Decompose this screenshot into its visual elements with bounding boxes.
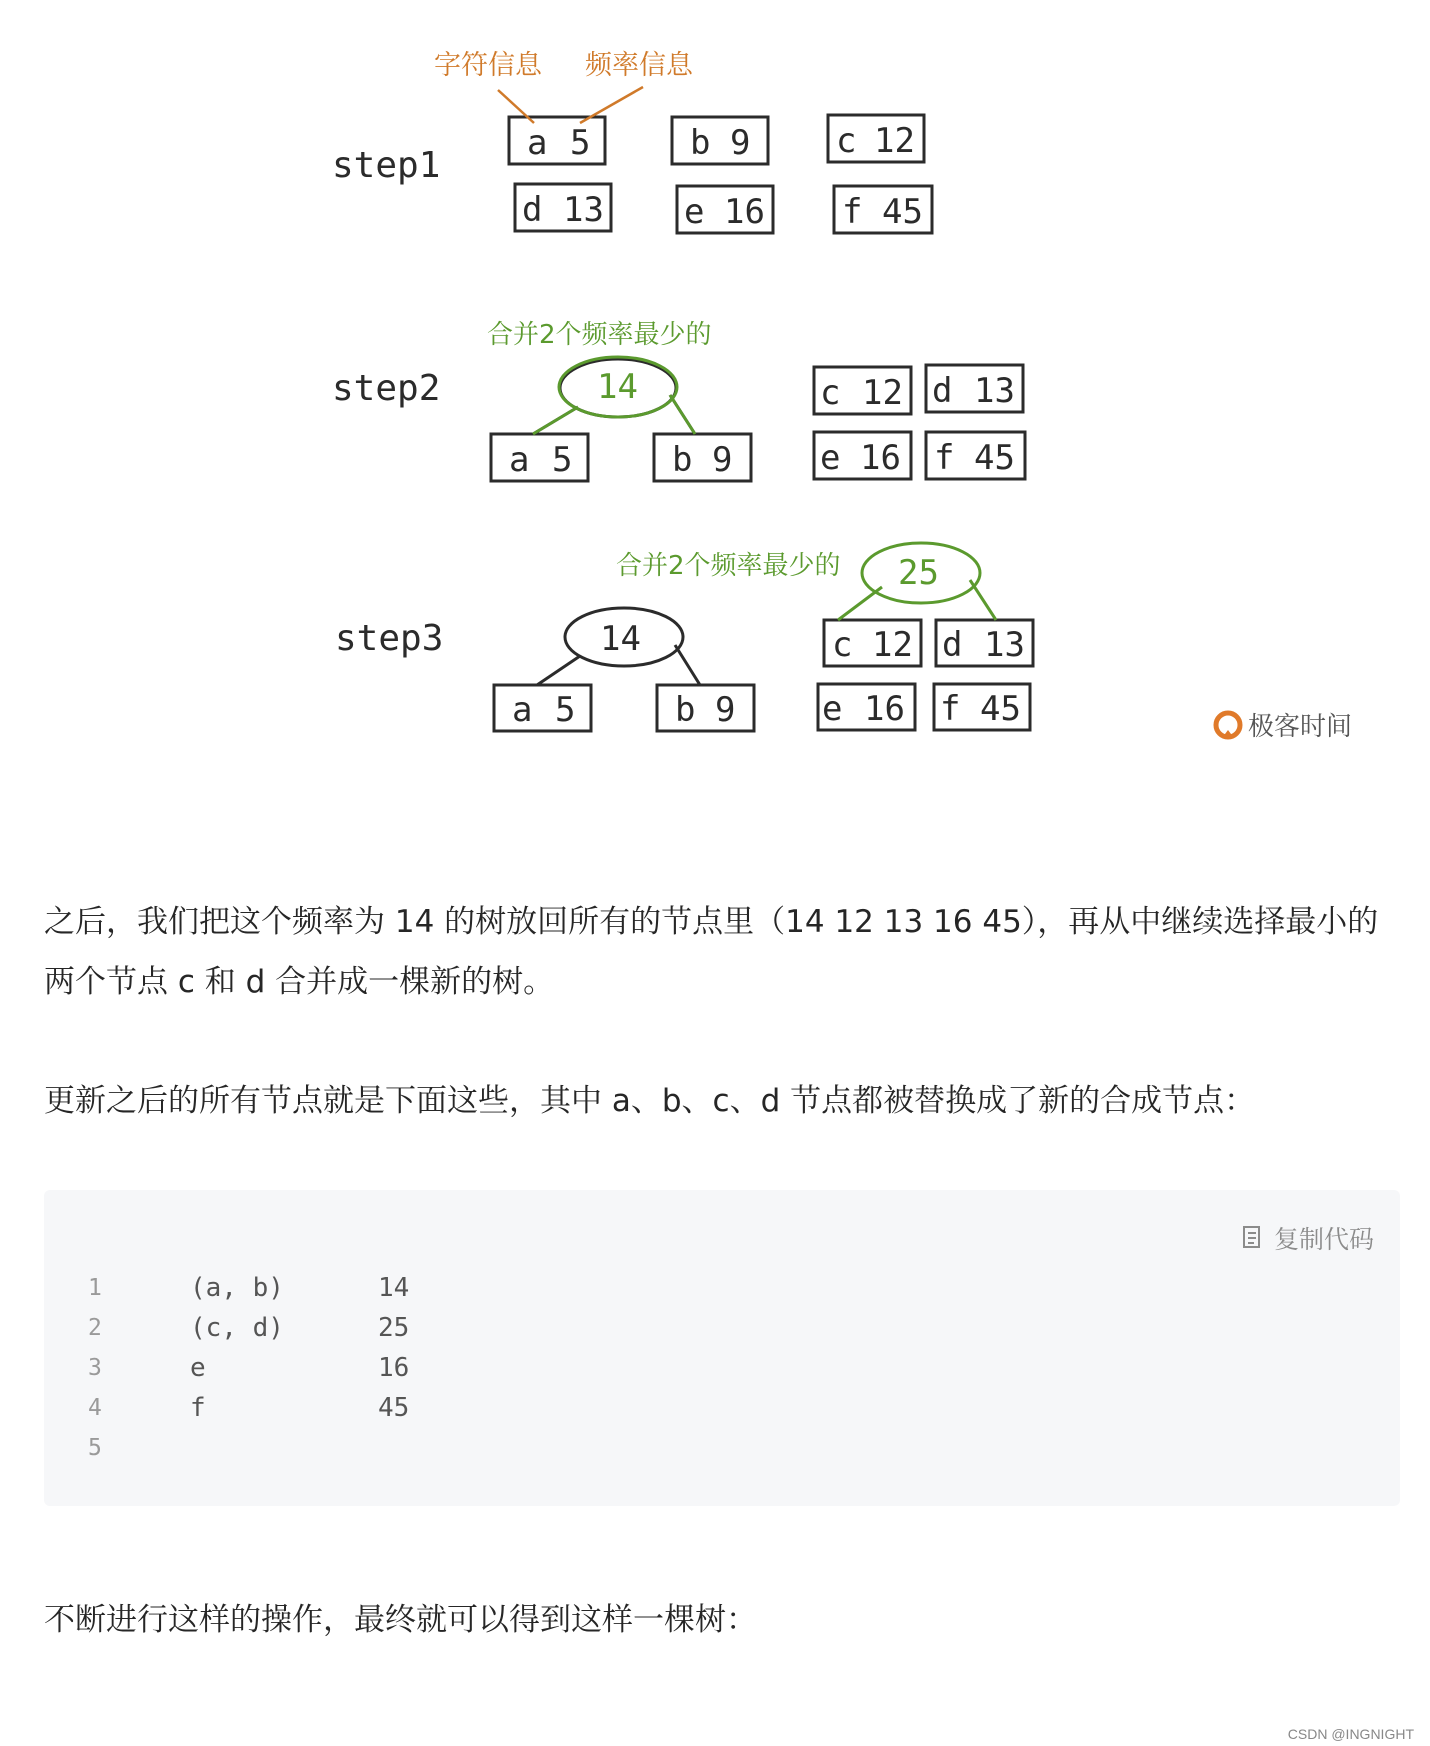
step2-e-freq: 16: [860, 438, 901, 478]
copy-icon: [1242, 1225, 1264, 1251]
step3-node-a-box: [494, 685, 591, 731]
step2-node-b-box: [654, 434, 751, 481]
code-node: (a, b): [190, 1273, 284, 1303]
step2-b-char: b: [672, 440, 693, 480]
step3-a-freq: 5: [555, 690, 576, 730]
step2-merge-annotation: 合并2个频率最少的: [487, 320, 712, 350]
step3-label: step3: [335, 618, 444, 659]
geektime-logo-text: 极客时间: [1248, 712, 1353, 742]
line-number: 1: [88, 1275, 102, 1301]
code-freq: 16: [378, 1353, 410, 1383]
paragraph-updated-nodes: 更新之后的所有节点就是下面这些，其中 a、b、c、d 节点都被替换成了新的合成节点：: [44, 1083, 1256, 1119]
step1-f-freq: 45: [882, 192, 923, 232]
step1-b-freq: 9: [730, 123, 751, 163]
step2-a-freq: 5: [552, 440, 573, 480]
step3-merged-14-label: 14: [600, 619, 641, 659]
step3-c-freq: 12: [872, 625, 913, 665]
step3-f-freq: 45: [980, 689, 1021, 729]
step3-a-char: a: [512, 690, 533, 730]
code-node: f: [190, 1393, 206, 1423]
step2-green-edge-a: [533, 407, 578, 434]
step3-d-char: d: [942, 625, 963, 665]
char-info-annotation: 字符信息: [434, 50, 542, 81]
step2-e-char: e: [820, 438, 841, 478]
step3-d-freq: 13: [984, 625, 1025, 665]
huffman-steps-figure: [0, 0, 1430, 800]
step2-c-char: c: [820, 373, 841, 413]
step1-d-char: d: [522, 190, 543, 230]
step3-c-char: c: [832, 625, 853, 665]
step1-node-b-box: [672, 117, 768, 164]
step1-a-char: a: [527, 123, 548, 163]
copy-code-label: 复制代码: [1273, 1225, 1374, 1254]
step3-node-b-box: [657, 685, 754, 731]
step1-label: step1: [332, 145, 441, 186]
step2-d-freq: 13: [974, 371, 1015, 411]
step2-d-char: d: [932, 371, 953, 411]
step3-edge-14-b: [675, 645, 700, 685]
step2-f-char: f: [934, 438, 955, 478]
geektime-logo: [1216, 712, 1352, 742]
step1-c-char: c: [836, 121, 857, 161]
step1-f-char: f: [842, 192, 863, 232]
freq-info-pointer: [580, 87, 643, 123]
step3-b-freq: 9: [715, 690, 736, 730]
step3-b-char: b: [675, 690, 696, 730]
step1-e-char: e: [684, 192, 705, 232]
step1-d-freq: 13: [563, 190, 604, 230]
code-node: e: [190, 1353, 206, 1383]
freq-info-annotation: 频率信息: [585, 50, 693, 81]
step3-e-freq: 16: [864, 689, 905, 729]
line-number: 3: [88, 1355, 102, 1381]
step2-node-a-box: [491, 434, 588, 481]
step2-f-freq: 45: [974, 438, 1015, 478]
line-number: 4: [88, 1395, 102, 1421]
step1-c-freq: 12: [874, 121, 915, 161]
step2-merged-14-label: 14: [597, 367, 638, 407]
code-freq: 45: [378, 1393, 410, 1423]
step1-node-a-box: [509, 117, 605, 164]
step2-b-freq: 9: [712, 440, 733, 480]
paragraph-merge-cd: 之后，我们把这个频率为 14 的树放回所有的节点里（14 12 13 16 45），再从中继续选择最小的两个节点 c 和 d 合并成一棵新的树。: [44, 904, 1379, 1000]
step2-c-freq: 12: [862, 373, 903, 413]
step3-merge-annotation: 合并2个频率最少的: [616, 551, 841, 581]
code-node: (c, d): [190, 1313, 284, 1343]
csdn-watermark: CSDN @INGNIGHT: [1287, 1726, 1414, 1742]
paragraph-final-tree: 不断进行这样的操作，最终就可以得到这样一棵树：: [44, 1602, 757, 1638]
code-block: [44, 1190, 1400, 1506]
step1-a-freq: 5: [570, 123, 591, 163]
code-freq: 25: [378, 1313, 410, 1343]
step3-edge-25-d: [970, 580, 996, 620]
step3-f-char: f: [940, 689, 961, 729]
line-number: 2: [88, 1315, 102, 1341]
line-number: 5: [88, 1435, 102, 1461]
step3-e-char: e: [822, 689, 843, 729]
step3-edge-25-c: [838, 587, 882, 620]
copy-code-button[interactable]: [1242, 1220, 1374, 1256]
step2-a-char: a: [509, 440, 530, 480]
step1-b-char: b: [690, 123, 711, 163]
step2-green-edge-b: [670, 395, 695, 434]
step3-edge-14-a: [537, 656, 580, 685]
step1-e-freq: 16: [724, 192, 765, 232]
step2-label: step2: [332, 368, 441, 409]
step3-merged-25-label: 25: [898, 553, 939, 593]
code-freq: 14: [378, 1273, 410, 1303]
